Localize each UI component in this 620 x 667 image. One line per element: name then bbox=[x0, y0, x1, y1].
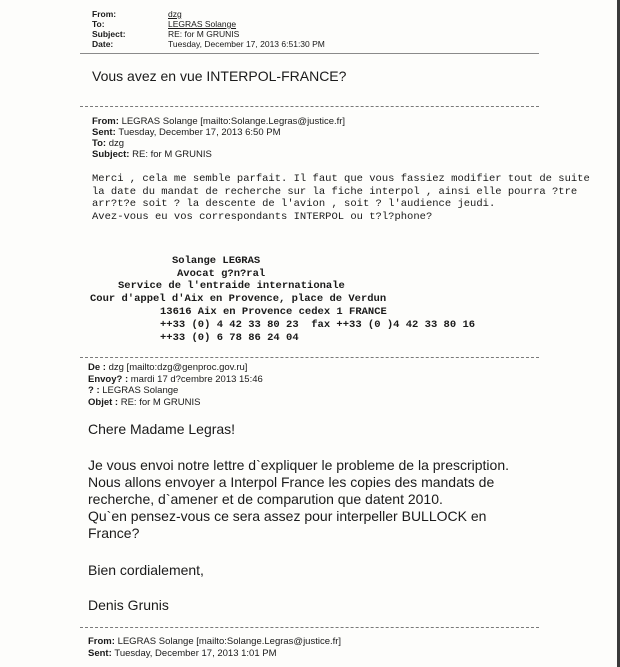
header-subject-value: RE: for M GRUNIS bbox=[168, 29, 240, 39]
signature-service: Service de l'entraide internationale bbox=[118, 280, 345, 292]
email1-subject-value: RE: for M GRUNIS bbox=[132, 149, 212, 160]
signature-title: Avocat g?n?ral bbox=[177, 268, 266, 280]
email2-header bbox=[88, 362, 263, 408]
header-date-value: Tuesday, December 17, 2013 6:51:30 PM bbox=[168, 39, 325, 49]
divider-1 bbox=[80, 106, 539, 107]
top-header bbox=[92, 9, 325, 49]
email2-sent-value: mardi 17 d?cembre 2013 15:46 bbox=[130, 373, 263, 385]
email2-paragraph-line: Nous allons envoyer a Interpol France les copies des mandats de bbox=[88, 474, 495, 490]
email2-paragraph-line: France? bbox=[88, 525, 140, 541]
header-to-key: To: bbox=[92, 19, 105, 29]
email1-sent-key: Sent: bbox=[92, 127, 116, 138]
email1-body-line: la date du mandat de recherche sur la fiche interpol , ainsi elle pourra ?tre bbox=[92, 185, 578, 198]
email2-paragraph-line: Qu`en pensez-vous ce sera assez pour interpeller BULLOCK en bbox=[88, 508, 487, 524]
header-to-value[interactable]: LEGRAS Solange bbox=[168, 19, 237, 29]
header-from-value[interactable]: dzg bbox=[168, 9, 182, 19]
email2-greeting: Chere Madame Legras! bbox=[88, 421, 236, 437]
email2-subject-value: RE: for M GRUNIS bbox=[120, 396, 201, 408]
email1-body-line: Avez-vous eu vos correspondants INTERPOL ou t?l?phone? bbox=[92, 210, 433, 223]
signature-city: 13616 Aix en Provence cedex 1 FRANCE bbox=[160, 306, 387, 318]
email1-subject-key: Subject: bbox=[92, 149, 130, 160]
email1-from-key: From: bbox=[92, 116, 119, 127]
signature-name: Solange LEGRAS bbox=[172, 255, 261, 267]
email2-closing: Bien cordialement, bbox=[88, 562, 204, 578]
email2-paragraph-line: Je vous envoi notre lettre d`expliquer le probleme de la prescription. bbox=[88, 457, 510, 473]
header-divider bbox=[80, 53, 539, 54]
email1-body-line: Merci , cela me semble parfait. Il faut que vous fassiez modifier tout de suite bbox=[92, 173, 590, 185]
email1-sent-value: Tuesday, December 17, 2013 6:50 PM bbox=[118, 127, 281, 138]
email1-to-key: To: bbox=[92, 138, 107, 149]
email3-from-value[interactable]: LEGRAS Solange [mailto:Solange.Legras@justice.fr] bbox=[117, 636, 342, 647]
email3-from-key: From: bbox=[88, 636, 115, 647]
email2-sent-key: Envoy? : bbox=[88, 373, 129, 385]
divider-2 bbox=[80, 357, 539, 358]
email1-header bbox=[92, 116, 345, 160]
question-line: Vous avez en vue INTERPOL-FRANCE? bbox=[92, 68, 347, 84]
email2-to-key: ? : bbox=[88, 385, 100, 396]
signature-mobile: ++33 (0) 6 78 86 24 04 bbox=[160, 332, 299, 344]
email2-from-value[interactable]: dzg [mailto:dzg@genproc.gov.ru] bbox=[108, 362, 248, 373]
email2-subject-key: Objet : bbox=[88, 396, 119, 408]
email1-to-value: dzg bbox=[108, 138, 125, 149]
signature-court: Cour d'appel d'Aix en Provence, place de Verdun bbox=[90, 293, 387, 305]
email1-body-line: arr?t?e soit ? la descente de l'avion , soit ? l'audience jeudi. bbox=[92, 198, 496, 210]
email3-sent-key: Sent: bbox=[88, 647, 112, 659]
signature-phone-fax: ++33 (0) 4 42 33 80 23 fax ++33 (0 )4 42 33 80 16 bbox=[160, 319, 476, 331]
header-from-key: From: bbox=[92, 9, 117, 19]
email3-header bbox=[88, 636, 341, 659]
email2-to-value: LEGRAS Solange bbox=[102, 385, 179, 396]
email2-paragraph bbox=[88, 457, 509, 542]
header-subject-key: Subject: bbox=[92, 29, 126, 39]
email3-sent-value: Tuesday, December 17, 2013 1:01 PM bbox=[114, 647, 277, 659]
header-date-key: Date: bbox=[92, 39, 114, 49]
email2-from-key: De : bbox=[88, 362, 106, 373]
email1-from-value[interactable]: LEGRAS Solange [mailto:Solange.Legras@justice.fr] bbox=[121, 116, 346, 127]
email2-signature-name: Denis Grunis bbox=[88, 597, 169, 613]
divider-3 bbox=[80, 627, 539, 628]
email2-paragraph-line: recherche, d`amener et de comparution que datent 2010. bbox=[88, 491, 443, 507]
email1-body bbox=[92, 173, 590, 223]
